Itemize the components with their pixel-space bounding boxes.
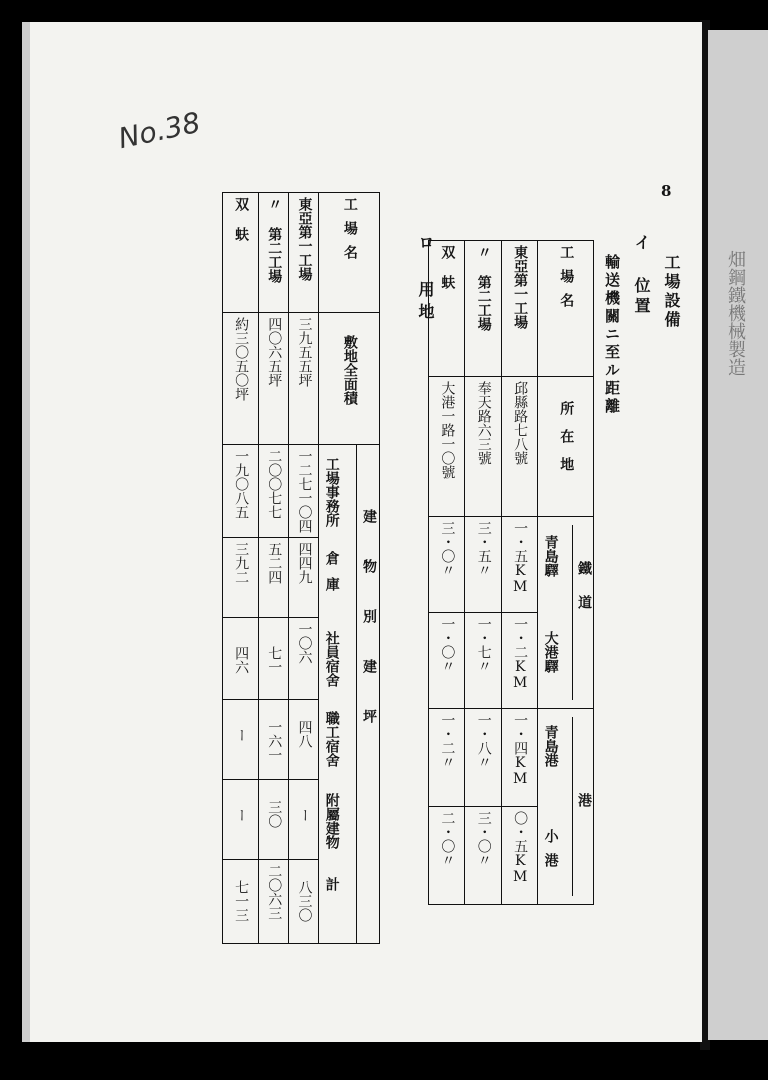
header-factory-name: 工場名	[341, 197, 358, 269]
distance-cell: 一・八〃	[475, 713, 492, 769]
table-cell	[465, 807, 501, 905]
header-building-type: 附屬建物	[323, 793, 340, 849]
header-station: 青島驛	[542, 535, 559, 577]
document-page	[22, 22, 702, 1042]
location-table	[428, 240, 594, 905]
table-cell	[429, 377, 465, 517]
table-cell	[429, 807, 465, 905]
header-cell	[429, 241, 465, 377]
factory-name: 東亞第一工場	[512, 245, 529, 329]
header-building-type: 職工宿舍	[323, 711, 340, 767]
building-cell: 二〇六三	[266, 864, 283, 921]
building-cell: 一二七一〇四	[296, 449, 313, 533]
distance-cell: 〇・五KM	[512, 811, 529, 885]
header-cell	[289, 193, 319, 313]
area-cell: 約三〇五〇坪	[233, 317, 250, 401]
table-cell	[223, 445, 259, 538]
header-cell	[538, 709, 594, 905]
header-cell	[319, 313, 380, 445]
table-cell	[258, 538, 288, 618]
land-table	[222, 192, 380, 944]
header-address: 所在地	[558, 401, 575, 485]
distance-cell: 二・〇〃	[439, 811, 456, 867]
factory-name: 〃 第二工場	[475, 245, 492, 331]
table-cell	[258, 860, 288, 944]
factory-name: 双 蚨	[233, 197, 250, 241]
header-cell	[538, 241, 594, 377]
table-cell	[289, 538, 319, 618]
table-cell	[465, 377, 501, 517]
header-port-name: 小港	[542, 829, 559, 877]
header-building-area: 建物別建坪	[361, 509, 377, 759]
header-cell	[223, 193, 259, 313]
address-cell: 邱縣路七八號	[512, 381, 529, 465]
adjacent-page-edge	[708, 30, 768, 1040]
distance-cell: 三・〇〃	[439, 521, 456, 577]
table-cell	[465, 613, 501, 709]
page-edge	[22, 22, 30, 1042]
subsection-land: ロ 用地	[416, 234, 435, 325]
factory-name: 双 蚨	[439, 245, 456, 289]
table-cell	[258, 700, 288, 780]
table-cell	[289, 313, 319, 445]
distance-cell: 一・二KM	[512, 617, 529, 691]
table-cell	[289, 780, 319, 860]
table-cell	[223, 860, 259, 944]
header-building-type: 計	[323, 877, 340, 891]
table-cell	[289, 445, 319, 538]
adjacent-page-text: 畑鋼鐵機械製造	[725, 250, 746, 376]
area-cell: 四〇六五坪	[266, 317, 283, 387]
building-cell: 七一三	[233, 880, 250, 923]
header-cell	[465, 241, 501, 377]
table-cell	[501, 377, 537, 517]
table-cell	[429, 709, 465, 807]
building-cell: 四六	[233, 646, 250, 675]
distance-cell: 一・〇〃	[439, 617, 456, 673]
header-cell	[319, 193, 380, 313]
building-cell: ー	[233, 808, 250, 823]
table-cell	[223, 780, 259, 860]
subsection-location-note: 輸送機關ニ至ル距離	[603, 254, 621, 416]
header-cell	[319, 445, 380, 944]
building-cell: 八三〇	[296, 880, 313, 923]
header-building-type: 社員宿舍	[323, 631, 340, 687]
table-cell	[289, 860, 319, 944]
table-cell	[501, 807, 537, 905]
building-cell: ー	[296, 808, 313, 823]
section-title: 工場設備	[662, 254, 681, 330]
table-cell	[223, 700, 259, 780]
header-port: 港	[576, 793, 592, 807]
table-cell	[258, 313, 288, 445]
building-cell: 三〇	[266, 800, 283, 829]
building-cell: 四八	[296, 720, 313, 749]
building-cell: 四四九	[296, 542, 313, 585]
building-cell: 二〇〇七七	[266, 449, 283, 519]
header-cell	[258, 193, 288, 313]
factory-name: 〃 第二工場	[266, 197, 283, 283]
building-cell: 一〇六	[296, 622, 313, 665]
subsection-location: イ 位置	[632, 234, 651, 317]
table-cell	[289, 700, 319, 780]
building-cell: 五二四	[266, 542, 283, 585]
table-cell	[223, 538, 259, 618]
table-cell	[501, 709, 537, 807]
distance-cell: 一・四KM	[512, 713, 529, 787]
distance-cell: 三・五〃	[475, 521, 492, 577]
building-cell: 一六一	[266, 720, 283, 763]
header-cell	[501, 241, 537, 377]
header-building-type: 倉庫	[323, 551, 340, 603]
header-factory-name: 工場名	[558, 245, 575, 317]
page-number: 8	[661, 182, 672, 200]
building-cell: 三九二	[233, 542, 250, 585]
distance-cell: 一・五KM	[512, 521, 529, 595]
table-cell	[501, 613, 537, 709]
factory-name: 東亞第一工場	[296, 197, 313, 281]
area-cell: 三九五五坪	[296, 317, 313, 387]
building-cell: 七一	[266, 646, 283, 675]
table-cell	[289, 618, 319, 700]
header-cell	[538, 517, 594, 709]
address-cell: 奉天路六三號	[475, 381, 492, 465]
table-cell	[501, 517, 537, 613]
distance-cell: 三・〇〃	[475, 811, 492, 867]
distance-cell: 一・二〃	[439, 713, 456, 769]
header-station: 大港驛	[542, 631, 559, 673]
building-cell: ー	[233, 728, 250, 743]
building-cell: 一九〇八五	[233, 449, 250, 519]
table-cell	[223, 618, 259, 700]
table-cell	[223, 313, 259, 445]
table-cell	[465, 709, 501, 807]
table-cell	[258, 618, 288, 700]
table-cell	[465, 517, 501, 613]
header-rail: 鐵道	[576, 561, 592, 629]
table-cell	[258, 445, 288, 538]
handwritten-folio: No.38	[115, 105, 204, 156]
distance-cell: 一・七〃	[475, 617, 492, 673]
table-cell	[429, 613, 465, 709]
header-building-type: 工場事務所	[323, 457, 340, 527]
header-port-name: 青島港	[542, 725, 559, 767]
address-cell: 大港一路一〇號	[439, 381, 456, 479]
table-cell	[258, 780, 288, 860]
header-cell	[538, 377, 594, 517]
table-cell	[429, 517, 465, 613]
header-site-area: 敷地全面積	[341, 335, 358, 405]
